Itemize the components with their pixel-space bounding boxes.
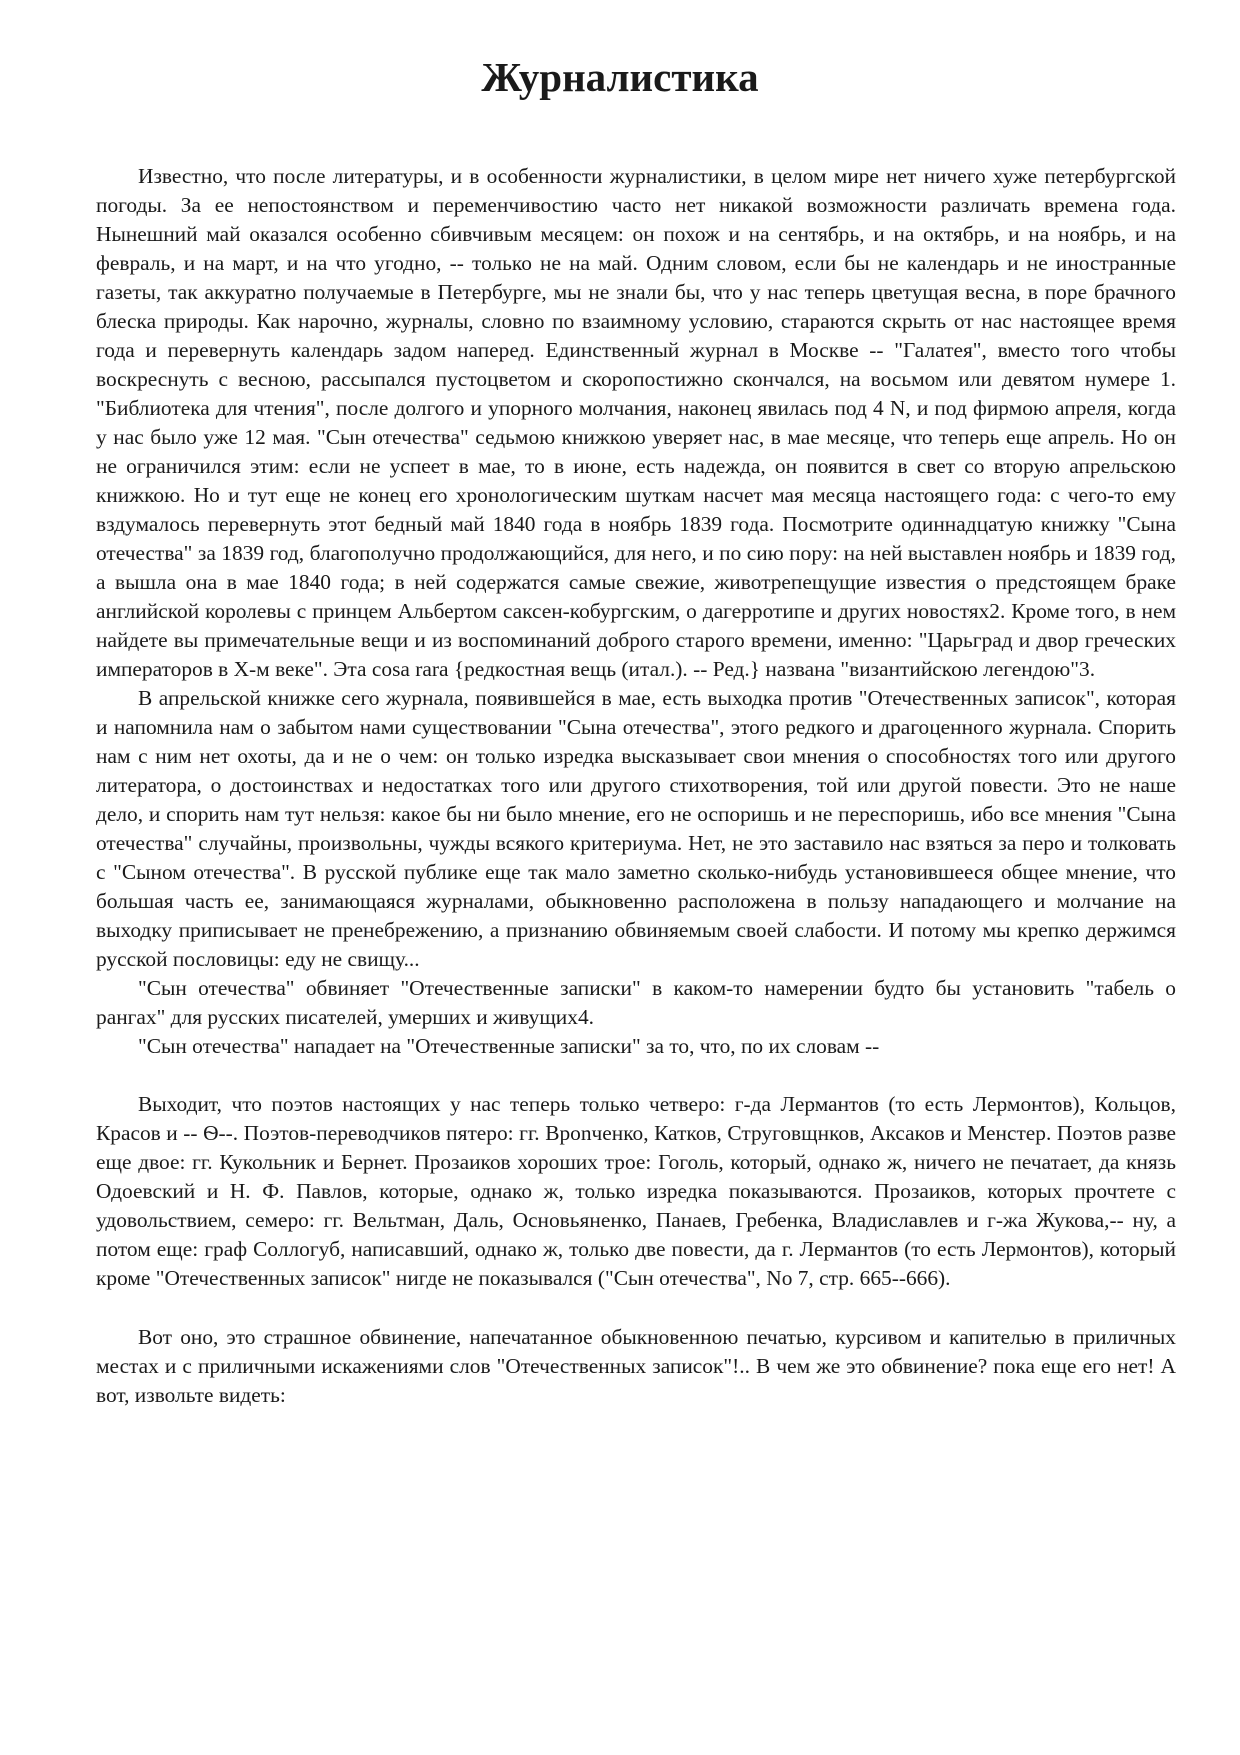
paragraph-1: Известно, что после литературы, и в особенности журналистики, в целом мире нет ничего хуже петербургской погоды. За ее непостоянством и переменчивостию часто нет никакой возможности различать времена года. Нынешний май оказался особенно сбивчивым месяцем: он похож и на сентябрь, и на октябрь, и на ноябрь, и на февраль, и на март, и на что угодно, -- только не на май. Одним словом, если бы не календарь и не иностранные газеты, так аккуратно получаемые в Петербурге, мы не знали бы, что у нас теперь цветущая весна, в поре брачного блеска природы. Как нарочно, журналы, словно по взаимному условию, стараются скрыть от нас настоящее время года и перевернуть календарь задом наперед. Единственный журнал в Москве -- "Галатея", вместо того чтобы воскреснуть с весною, рассыпался пустоцветом и скоропостижно скончался, на восьмом или девятом нумере 1. "Библиотека для чтения", после долгого и упорного молчания, наконец явилась под 4 N, и под фирмою апреля, когда у нас было уже 12 мая. "Сын отечества" седьмою книжкою уверяет нас, в мае месяце, что теперь еще апрель. Но он не ограничился этим: если не успеет в мае, то в июне, есть надежда, он появится в свет со вторую апрельскою книжкою. Но и тут еще не конец его хронологическим шуткам насчет мая месяца настоящего года: с чего-то ему вздумалось перевернуть этот бедный май 1840 года в ноябрь 1839 года. Посмотрите одиннадцатую книжку "Сына отечества" за 1839 год, благополучно продолжающийся, для него, и по сию пору: на ней выставлен ноябрь и 1839 год, а вышла она в мае 1840 года; в ней содержатся самые свежие, животрепещущие известия о предстоящем браке английской королевы с принцем Альбертом саксен-кобургским, о дагерротипе и других новостях2. Кроме того, в нем найдете вы примечательные вещи и из воспоминаний доброго старого времени, именно: "Царьград и двор греческих императоров в X-м веке". Эта cosa rara {редкостная вещь (итал.). -- Ред.} названа "византийскою легендою"3. — [96, 164, 1176, 681]
quoted-passage: Выходит, что поэтов настоящих у нас теперь только четверо: г-да Лермантов (то есть Лермонтов), Кольцов, Красов и -- Ѳ--. Поэтов-переводчиков пятеро: гг. Врonченко, Катков, Струговщнков, Аксаков и Менстер. Поэтов разве еще двое: гг. Кукольник и Бернет. Прозаиков хороших трое: Гоголь, который, однако ж, ничего не печатает, да князь Одоевский и Н. Ф. Павлов, которые, однако ж, только изредка показываются. Прозаиков, которых прочтете с удовольствием, семеро: гг. Вельтман, Даль, Основьяненко, Панаев, Гребенка, Владиславлев и г-жа Жукова,-- ну, а потом еще: граф Соллогуб, написавший, однако ж, только две повести, да г. Лермантов (то есть Лермонтов), который кроме "Отечественных записок" нигде не показывался ("Сын отечества", No 7, стр. 665--666). — [96, 1092, 1176, 1290]
paragraph-3: "Сын отечества" обвиняет "Отечественные записки" в каком-то намерении будто бы установить "табель о рангах" для русских писателей, умерших и живущих4. — [96, 976, 1176, 1029]
paragraph-4: "Сын отечества" нападает на "Отечественные записки" за то, что, по их словам -- — [138, 1034, 880, 1058]
article-body — [96, 162, 1176, 1410]
page-title: Журналистика — [481, 54, 759, 100]
paragraph-2: В апрельской книжке сего журнала, появившейся в мае, есть выходка против "Отечественных записок", которая и напомнила нам о забытом нами существовании "Сына отечества", этого редкого и драгоценного журнала. Спорить нам с ним нет охоты, да и не о чем: он только изредка высказывает свои мнения о способностях того или другого литератора, о достоинствах и недостатках того или другого стихотворения, той или другой повести. Это не наше дело, и спорить нам тут нельзя: какое бы ни было мнение, его не оспоришь и не переспоришь, ибо все мнения "Сына отечества" случайны, произвольны, чужды всякого критериума. Нет, не это заставило нас взяться за перо и толковать с "Сыном отечества". В русской публике еще так мало заметно сколько-нибудь установившееся общее мнение, что большая часть ее, занимающаяся журналами, обыкновенно расположена в пользу нападающего и молчание на выходку приписывает не пренебрежению, а признанию обвиняемым своей слабости. И потому мы крепко держимся русской пословицы: еду не свищу... — [96, 686, 1176, 971]
paragraph-6: Вот оно, это страшное обвинение, напечатанное обыкновенною печатью, курсивом и капителью в приличных местах и с приличными искажениями слов "Отечественных записок"!.. В чем же это обвинение? пока еще его нет! А вот, извольте видеть: — [96, 1325, 1176, 1407]
